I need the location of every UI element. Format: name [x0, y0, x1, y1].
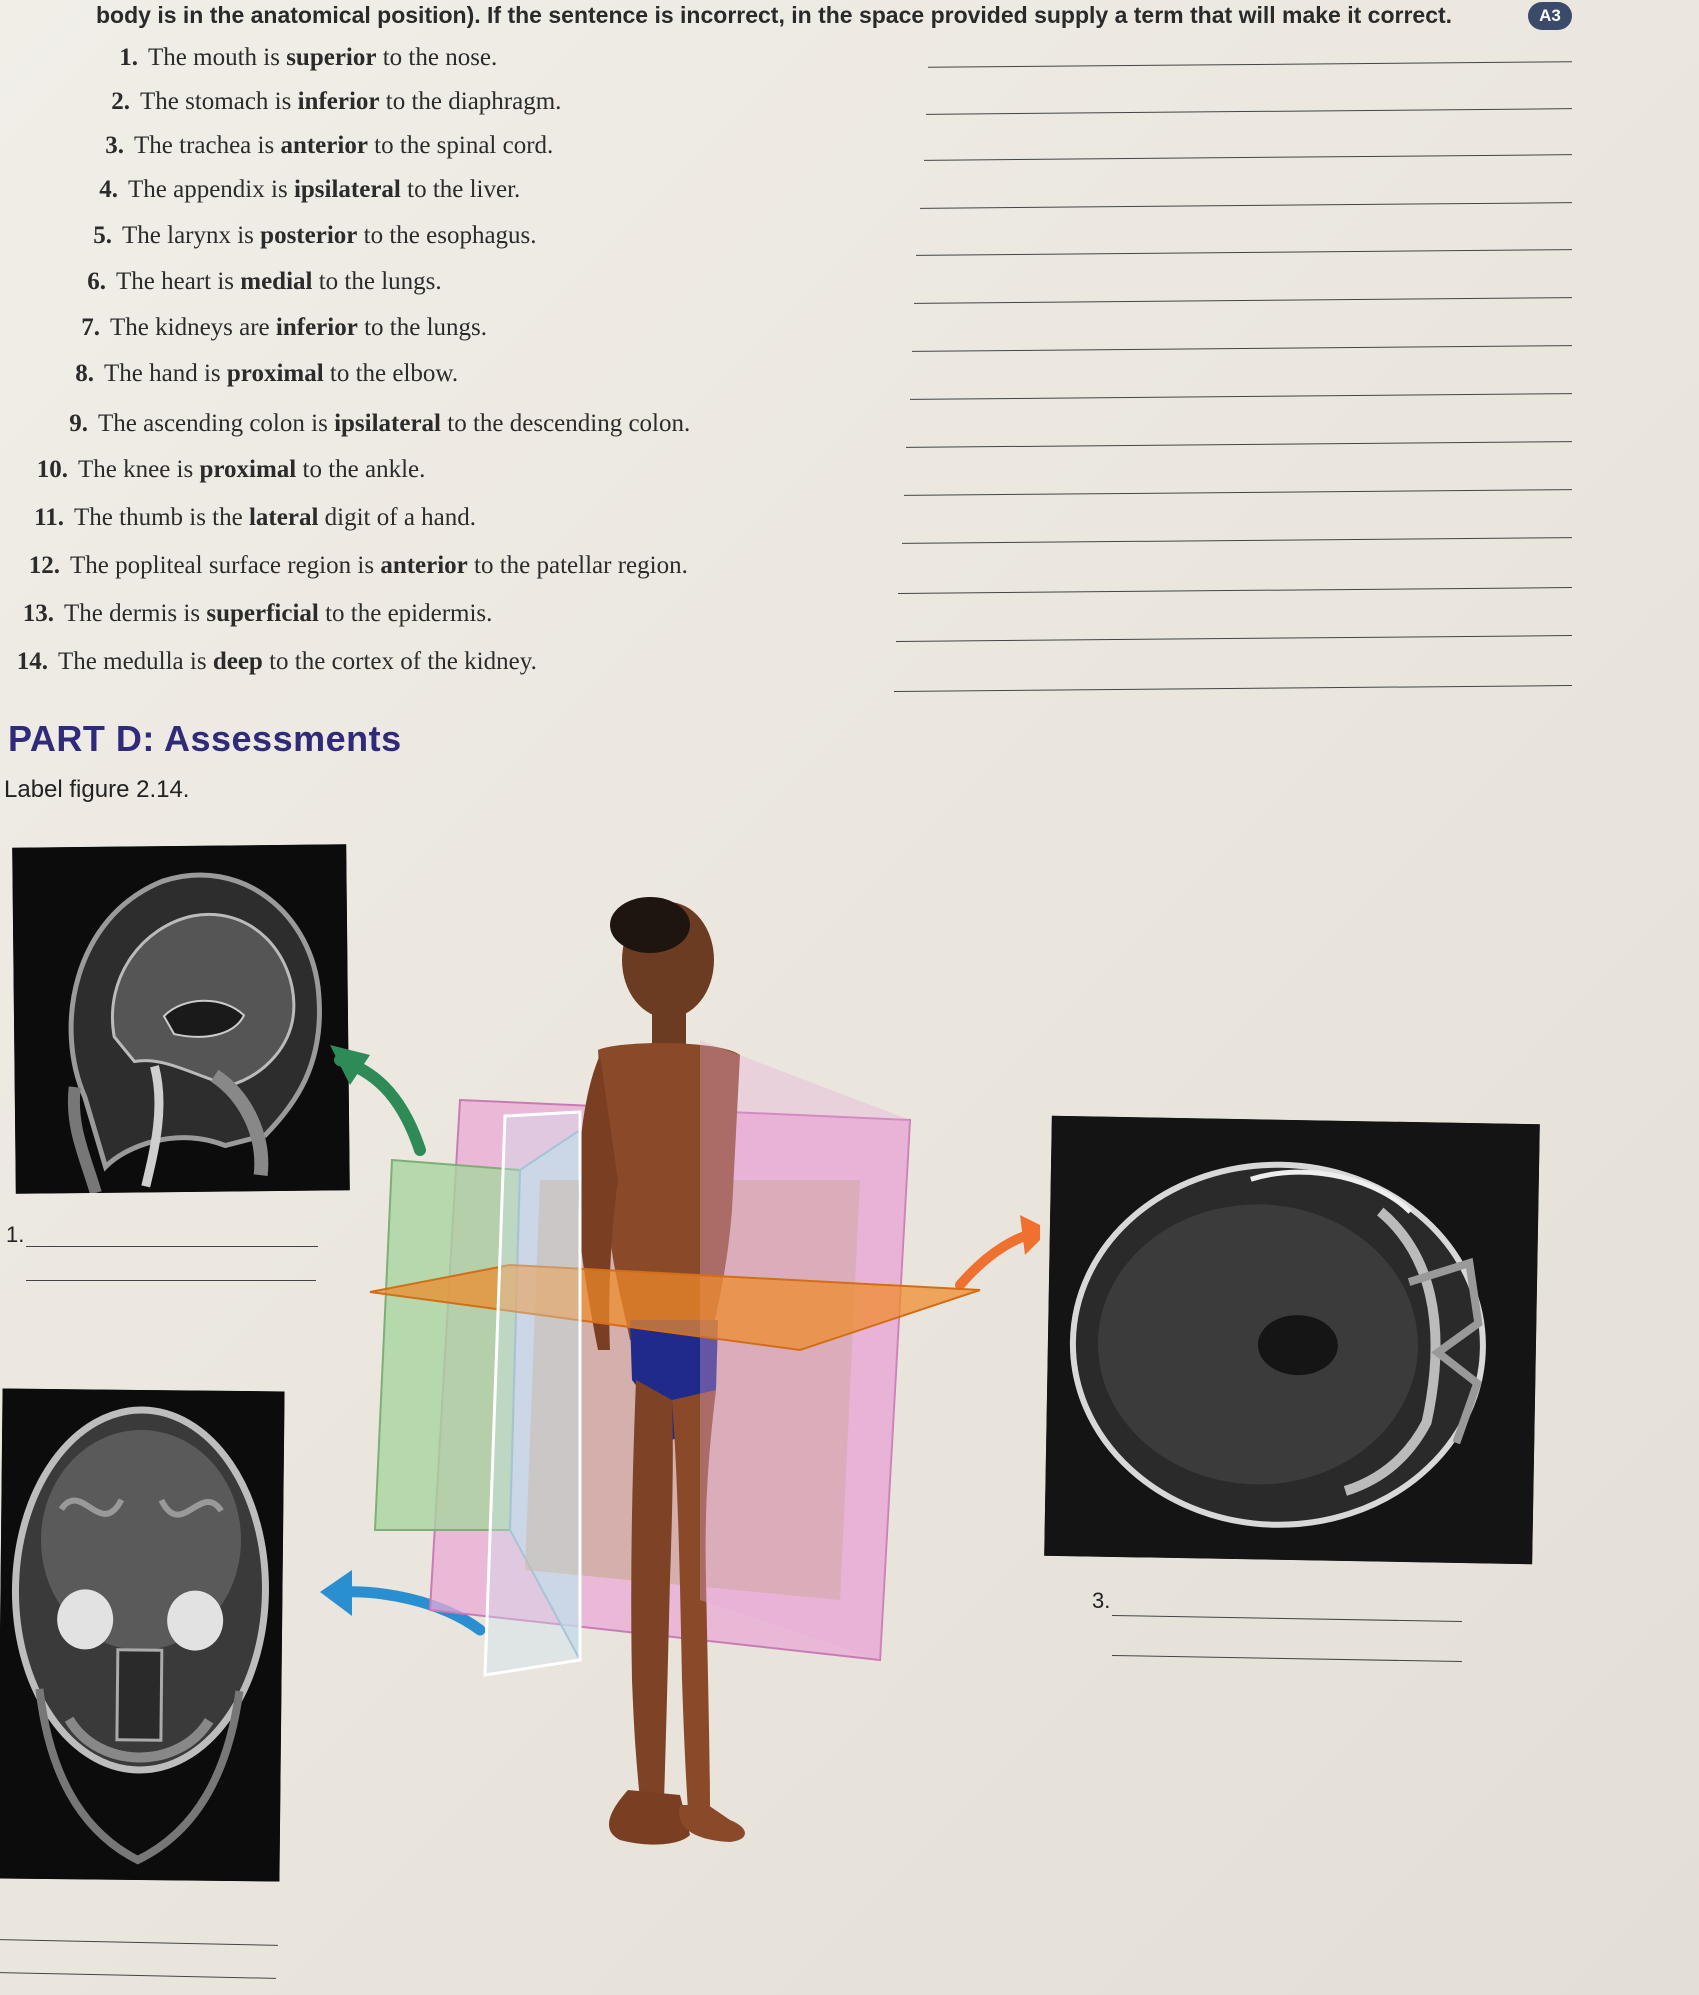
label-2-line-b[interactable]: [0, 1972, 276, 1979]
blue-arrow-head: [320, 1570, 352, 1616]
question-5: [74, 222, 537, 250]
question-2: [92, 88, 561, 116]
label-3-line-a[interactable]: [1112, 1615, 1462, 1622]
question-number: 10.: [36, 456, 68, 483]
question-text-after: to the liver.: [400, 176, 521, 203]
question-term: lateral: [248, 504, 319, 531]
coronal-mri-image: [0, 1389, 285, 1882]
question-13: [16, 600, 492, 628]
question-1: [100, 44, 497, 72]
question-text-before: The ascending colon is: [98, 410, 335, 437]
figure-label-3: 3.: [1092, 1588, 1111, 1613]
question-text-after: to the lungs.: [357, 314, 487, 341]
question-term: proximal: [226, 360, 324, 387]
question-12: [22, 552, 688, 580]
body-planes-figure: [280, 880, 1040, 1900]
question-term: inferior: [275, 314, 358, 341]
question-number: 1.: [119, 44, 138, 71]
question-8: [56, 360, 458, 388]
question-text-after: to the patellar region.: [467, 552, 688, 579]
question-4: [80, 176, 520, 204]
question-text-before: The thumb is the: [74, 504, 249, 531]
question-text-before: The popliteal surface region is: [70, 552, 381, 579]
transverse-mri-image: [1044, 1116, 1540, 1564]
question-text-before: The mouth is: [148, 44, 287, 71]
question-number: 6.: [87, 268, 106, 295]
question-text-before: The heart is: [116, 268, 241, 295]
question-3: [86, 132, 553, 160]
question-7: [62, 314, 487, 342]
answer-line-5[interactable]: [916, 249, 1572, 256]
answer-line-7[interactable]: [912, 345, 1572, 352]
question-term: ipsilateral: [293, 176, 401, 203]
question-text-before: The medulla is: [58, 648, 213, 675]
question-number: 3.: [105, 132, 124, 159]
question-number: 2.: [111, 88, 130, 115]
question-14: [10, 648, 537, 676]
answer-line-8[interactable]: [910, 393, 1572, 400]
label-3-line-b[interactable]: [1112, 1655, 1462, 1662]
question-text-after: to the lungs.: [312, 268, 442, 295]
question-text-after: to the elbow.: [323, 360, 459, 387]
answer-line-13[interactable]: [896, 635, 1572, 642]
question-text-before: The dermis is: [64, 600, 207, 627]
question-10: [30, 456, 425, 484]
answer-line-3[interactable]: [924, 154, 1572, 161]
question-text-before: The trachea is: [134, 132, 281, 159]
question-text-before: The stomach is: [140, 88, 298, 115]
question-number: 12.: [28, 552, 60, 579]
question-text-after: to the descending colon.: [441, 410, 691, 437]
answer-line-9[interactable]: [906, 441, 1572, 448]
question-number: 4.: [99, 176, 118, 203]
figure-label-1: 1.: [6, 1222, 25, 1247]
question-6: [68, 268, 442, 296]
answer-line-14[interactable]: [894, 685, 1572, 692]
question-number: 11.: [34, 504, 64, 531]
question-term: posterior: [260, 222, 358, 249]
question-text-after: to the nose.: [376, 44, 498, 71]
question-text-after: digit of a hand.: [318, 504, 477, 531]
label-1-line-a[interactable]: [26, 1246, 318, 1247]
question-number: 8.: [75, 360, 94, 387]
answer-line-6[interactable]: [914, 297, 1572, 304]
question-9: [50, 410, 690, 438]
question-term: anterior: [280, 132, 368, 159]
frontal-plane-front: [700, 1040, 910, 1660]
question-term: proximal: [199, 456, 297, 483]
answer-line-10[interactable]: [904, 489, 1572, 496]
figure-instruction: Label figure 2.14.: [4, 776, 190, 803]
orange-arrow-head: [1020, 1215, 1040, 1255]
question-term: anterior: [380, 552, 468, 579]
answer-line-1[interactable]: [928, 61, 1572, 68]
question-text-after: to the ankle.: [296, 456, 426, 483]
question-term: deep: [212, 648, 263, 675]
instructions-header: body is in the anatomical position). If the sentence is incorrect, in the space provided supply a term that will make it correct.: [96, 2, 1453, 28]
question-11: [26, 504, 476, 532]
question-number: 5.: [93, 222, 112, 249]
answer-line-2[interactable]: [926, 108, 1572, 115]
question-text-before: The appendix is: [128, 176, 294, 203]
label-1-line-b[interactable]: [26, 1280, 316, 1281]
question-term: superficial: [206, 600, 319, 627]
answer-line-4[interactable]: [920, 202, 1572, 209]
question-number: 9.: [69, 410, 88, 437]
question-text-before: The kidneys are: [110, 314, 276, 341]
question-text-after: to the esophagus.: [357, 222, 537, 249]
question-number: 13.: [22, 600, 54, 627]
question-term: medial: [240, 268, 313, 295]
question-term: superior: [286, 44, 377, 71]
answer-line-11[interactable]: [902, 537, 1572, 544]
question-text-before: The hand is: [104, 360, 227, 387]
answer-line-12[interactable]: [898, 587, 1572, 594]
question-text-before: The larynx is: [122, 222, 261, 249]
question-text-after: to the spinal cord.: [367, 132, 554, 159]
label-2-line-a[interactable]: [0, 1939, 278, 1946]
question-text-after: to the diaphragm.: [379, 88, 562, 115]
question-number: 14.: [16, 648, 48, 675]
question-text-before: The knee is: [78, 456, 200, 483]
a3-badge: A3: [1528, 2, 1572, 30]
part-d-title: PART D: Assessments: [8, 718, 402, 759]
question-text-after: to the cortex of the kidney.: [262, 648, 537, 675]
question-term: inferior: [297, 88, 380, 115]
question-text-after: to the epidermis.: [318, 600, 493, 627]
question-term: ipsilateral: [334, 410, 441, 437]
question-number: 7.: [81, 314, 100, 341]
